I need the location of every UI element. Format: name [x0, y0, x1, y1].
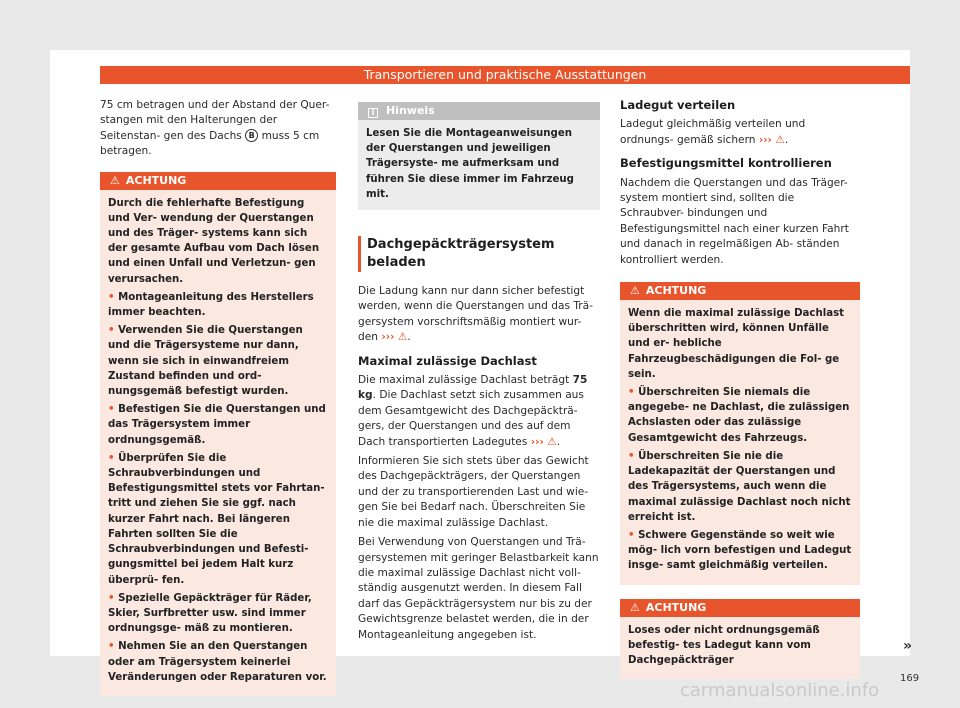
warning-box — [620, 282, 860, 584]
warning-item-text: Schwere Gegenstände so weit wie mög- lich vorn befestigen und Ladegut insge- samt gleichmäßig verteilen. — [628, 529, 852, 572]
warning-triangle-icon: ⚠ — [547, 435, 557, 448]
warning-item-text: Montageanleitung des Herstellers immer beachten. — [108, 291, 314, 319]
bullet-icon: • — [108, 291, 119, 303]
column-left — [100, 98, 336, 696]
subheading: Ladegut verteilen — [620, 98, 736, 112]
bullet-icon: • — [628, 450, 639, 462]
warning-item — [108, 591, 328, 637]
paragraph-text: Die Ladung kann nur dann sicher befestigt werden, wenn die Querstangen und das Trä- gersystem vorschriftsmäßig montiert wur- den — [358, 285, 593, 344]
reference-marker: ››› — [381, 331, 395, 344]
bullet-icon: • — [108, 404, 119, 416]
callout-badge: B — [245, 129, 258, 142]
reference-marker: ››› — [530, 435, 544, 448]
warning-triangle-icon: ⚠ — [775, 133, 785, 146]
warning-item-text: Befestigen Sie die Querstangen und das Trägersystem immer ordnungsgemäß. — [108, 404, 326, 446]
column-middle — [358, 98, 600, 643]
warning-body — [100, 190, 336, 696]
paragraph: Die Ladung kann nur dann sicher befestigt werden, wenn die Querstangen und das Trä- gersystem vorschriftsmäßig montiert wur- den ››› ⚠. — [358, 285, 593, 344]
hint-header — [358, 102, 600, 120]
warning-body — [620, 300, 860, 584]
warning-item — [628, 449, 852, 525]
intro-text-b: muss 5 cm betragen. — [100, 129, 320, 158]
warning-item — [628, 385, 852, 446]
paragraph: Bei Verwendung von Querstangen und Trä- gersystemen mit geringer Belastbarkeit kann die maximal zulässige Dachlast nicht voll- ständig ausgenutzt werden. In diesem Fall darf das Gepäckträgersystem nur bis zu der Gewichtsgrenze belastet werden, die in der Montageanleitung angegeben ist. — [358, 536, 599, 641]
paragraph: Informieren Sie sich stets über das Gewicht des Dachgepäckträgers, der Querstangen und der zu transportierenden Last und wie- gen Sie bei Bedarf nach. Überschreiten Sie nie die maximal zulässige Dachlast. — [358, 455, 589, 529]
manual-page — [50, 50, 920, 684]
warning-triangle-icon: ⚠ — [630, 284, 640, 298]
warning-triangle-icon: ⚠ — [630, 600, 640, 614]
warning-item — [108, 323, 328, 399]
warning-item-text: Überschreiten Sie nie die Ladekapazität der Querstangen und des Trägersystems, auch wenn die maximal zulässige Dachlast noch nicht erreicht ist. — [628, 450, 851, 523]
intro-paragraph — [100, 98, 336, 160]
warning-item-text: Spezielle Gepäckträger für Räder, Skier, Surfbretter usw. sind immer ordnungsge- mäß zu montieren. — [108, 592, 312, 635]
warning-lead: Durch die fehlerhafte Befestigung und Ver- wendung der Querstangen und des Träger- systems kann sich der gesamte Aufbau vom Dach lösen und einen Unfall und Verletzun- gen verursachen. — [108, 197, 320, 285]
warning-title: ACHTUNG — [645, 600, 707, 614]
reference-marker: ››› — [758, 133, 772, 146]
paragraph: Ladegut gleichmäßig verteilen und ordnungs- gemäß sichern ››› ⚠. — [620, 118, 806, 146]
paragraph: Die maximal zulässige Dachlast beträgt 75 kg. Die Dachlast setzt sich zusammen aus dem Gesamtgewicht des Dachgepäckträ- gers, der Querstangen und des auf dem Dach transportierten Ladegutes ››› ⚠. — [358, 374, 588, 448]
hint-title: Hinweis — [386, 104, 435, 117]
bullet-icon: • — [628, 387, 639, 399]
paragraph-text: . Die Dachlast setzt sich zusammen aus dem Gesamtgewicht des Dachgepäckträ- gers, der Querstangen und des auf dem Dach transportierten Ladegutes — [358, 389, 584, 448]
max-load-value: 75 kg — [358, 374, 588, 402]
column-right — [620, 98, 860, 679]
paragraph: Nachdem die Querstangen und das Träger- system montiert sind, sollten die Schraubver- bindungen und Befestigungsmittel nach einer kurzen Fahrt und danach in regelmäßigen Ab- ständen kontrolliert werden. — [620, 176, 849, 266]
watermark: carmanualsonline.info — [680, 680, 880, 701]
warning-lead: Wenn die maximal zulässige Dachlast überschritten wird, können Unfälle und er- hebliche Fahrzeugbeschädigungen die Fol- ge sein. — [628, 308, 844, 380]
bullet-icon: • — [108, 641, 119, 653]
warning-title: ACHTUNG — [125, 173, 187, 187]
subheading: Maximal zulässige Dachlast — [358, 353, 537, 368]
warning-item — [108, 290, 328, 320]
warning-header — [620, 599, 860, 617]
warning-box — [100, 172, 336, 696]
page-number: 169 — [900, 673, 920, 684]
bullet-icon: • — [108, 592, 119, 604]
hint-box — [358, 102, 600, 210]
hint-body: Lesen Sie die Montageanweisungen der Querstangen und jeweiligen Trägersyste- me aufmerksam und führen Sie diese immer im Fahrzeug mit. — [366, 128, 574, 200]
warning-item — [108, 639, 328, 685]
bullet-icon: • — [108, 325, 119, 337]
warning-header — [620, 282, 860, 300]
subheading: Befestigungsmittel kontrollieren — [620, 156, 832, 171]
paragraph-text: Die maximal zulässige Dachlast beträgt — [358, 374, 570, 387]
bullet-icon: • — [108, 452, 119, 464]
intro-text-a: 75 cm betragen und der Abstand der Quer- stangen mit den Halterungen der Seitenstan- gen des Dachs — [100, 99, 330, 142]
warning-title: ACHTUNG — [645, 284, 707, 298]
warning-item-text: Nehmen Sie an den Querstangen oder am Trägersystem keinerlei Veränderungen oder Reparaturen vor. — [108, 641, 327, 683]
warning-triangle-icon: ⚠ — [397, 331, 408, 344]
paragraph-text: Ladegut gleichmäßig verteilen und ordnungs- gemäß sichern — [620, 118, 806, 146]
warning-item — [108, 402, 328, 448]
warning-lead: Loses oder nicht ordnungsgemäß befestig- tes Ladegut kann vom Dachgepäckträger — [628, 624, 820, 666]
continue-marker: » — [903, 638, 913, 654]
bullet-icon: • — [628, 529, 639, 541]
warning-item-text: Überprüfen Sie die Schraubverbindungen und Befestigungsmittel stets vor Fahrtan- tritt und ziehen Sie sie ggf. nach kurzer Fahrt nach. Bei längeren Fahrten sollten Sie die Schraubverbindungen und Befesti- gungsmittel bei jedem Halt kurz überprü- fen. — [108, 452, 325, 586]
warning-triangle-icon: ⚠ — [110, 173, 120, 187]
section-title: Dachgepäckträgersystem beladen — [358, 236, 600, 272]
info-icon: i — [368, 108, 378, 118]
warning-header — [100, 172, 336, 190]
page-header: Transportieren und praktische Ausstattungen — [100, 66, 910, 84]
warning-item-text: Überschreiten Sie niemals die angegebe- ne Dachlast, die zulässigen Achslasten oder das zulässige Gesamtgewicht des Fahrzeugs. — [628, 387, 850, 444]
warning-item-text: Verwenden Sie die Querstangen und die Trägersysteme nur dann, wenn sie sich in einwandfreiem Zustand befinden und ord- nungsgemäß befestigt wurden. — [108, 325, 303, 398]
warning-item — [628, 528, 852, 574]
warning-body — [620, 617, 860, 680]
warning-item — [108, 451, 328, 588]
warning-box — [620, 599, 860, 680]
